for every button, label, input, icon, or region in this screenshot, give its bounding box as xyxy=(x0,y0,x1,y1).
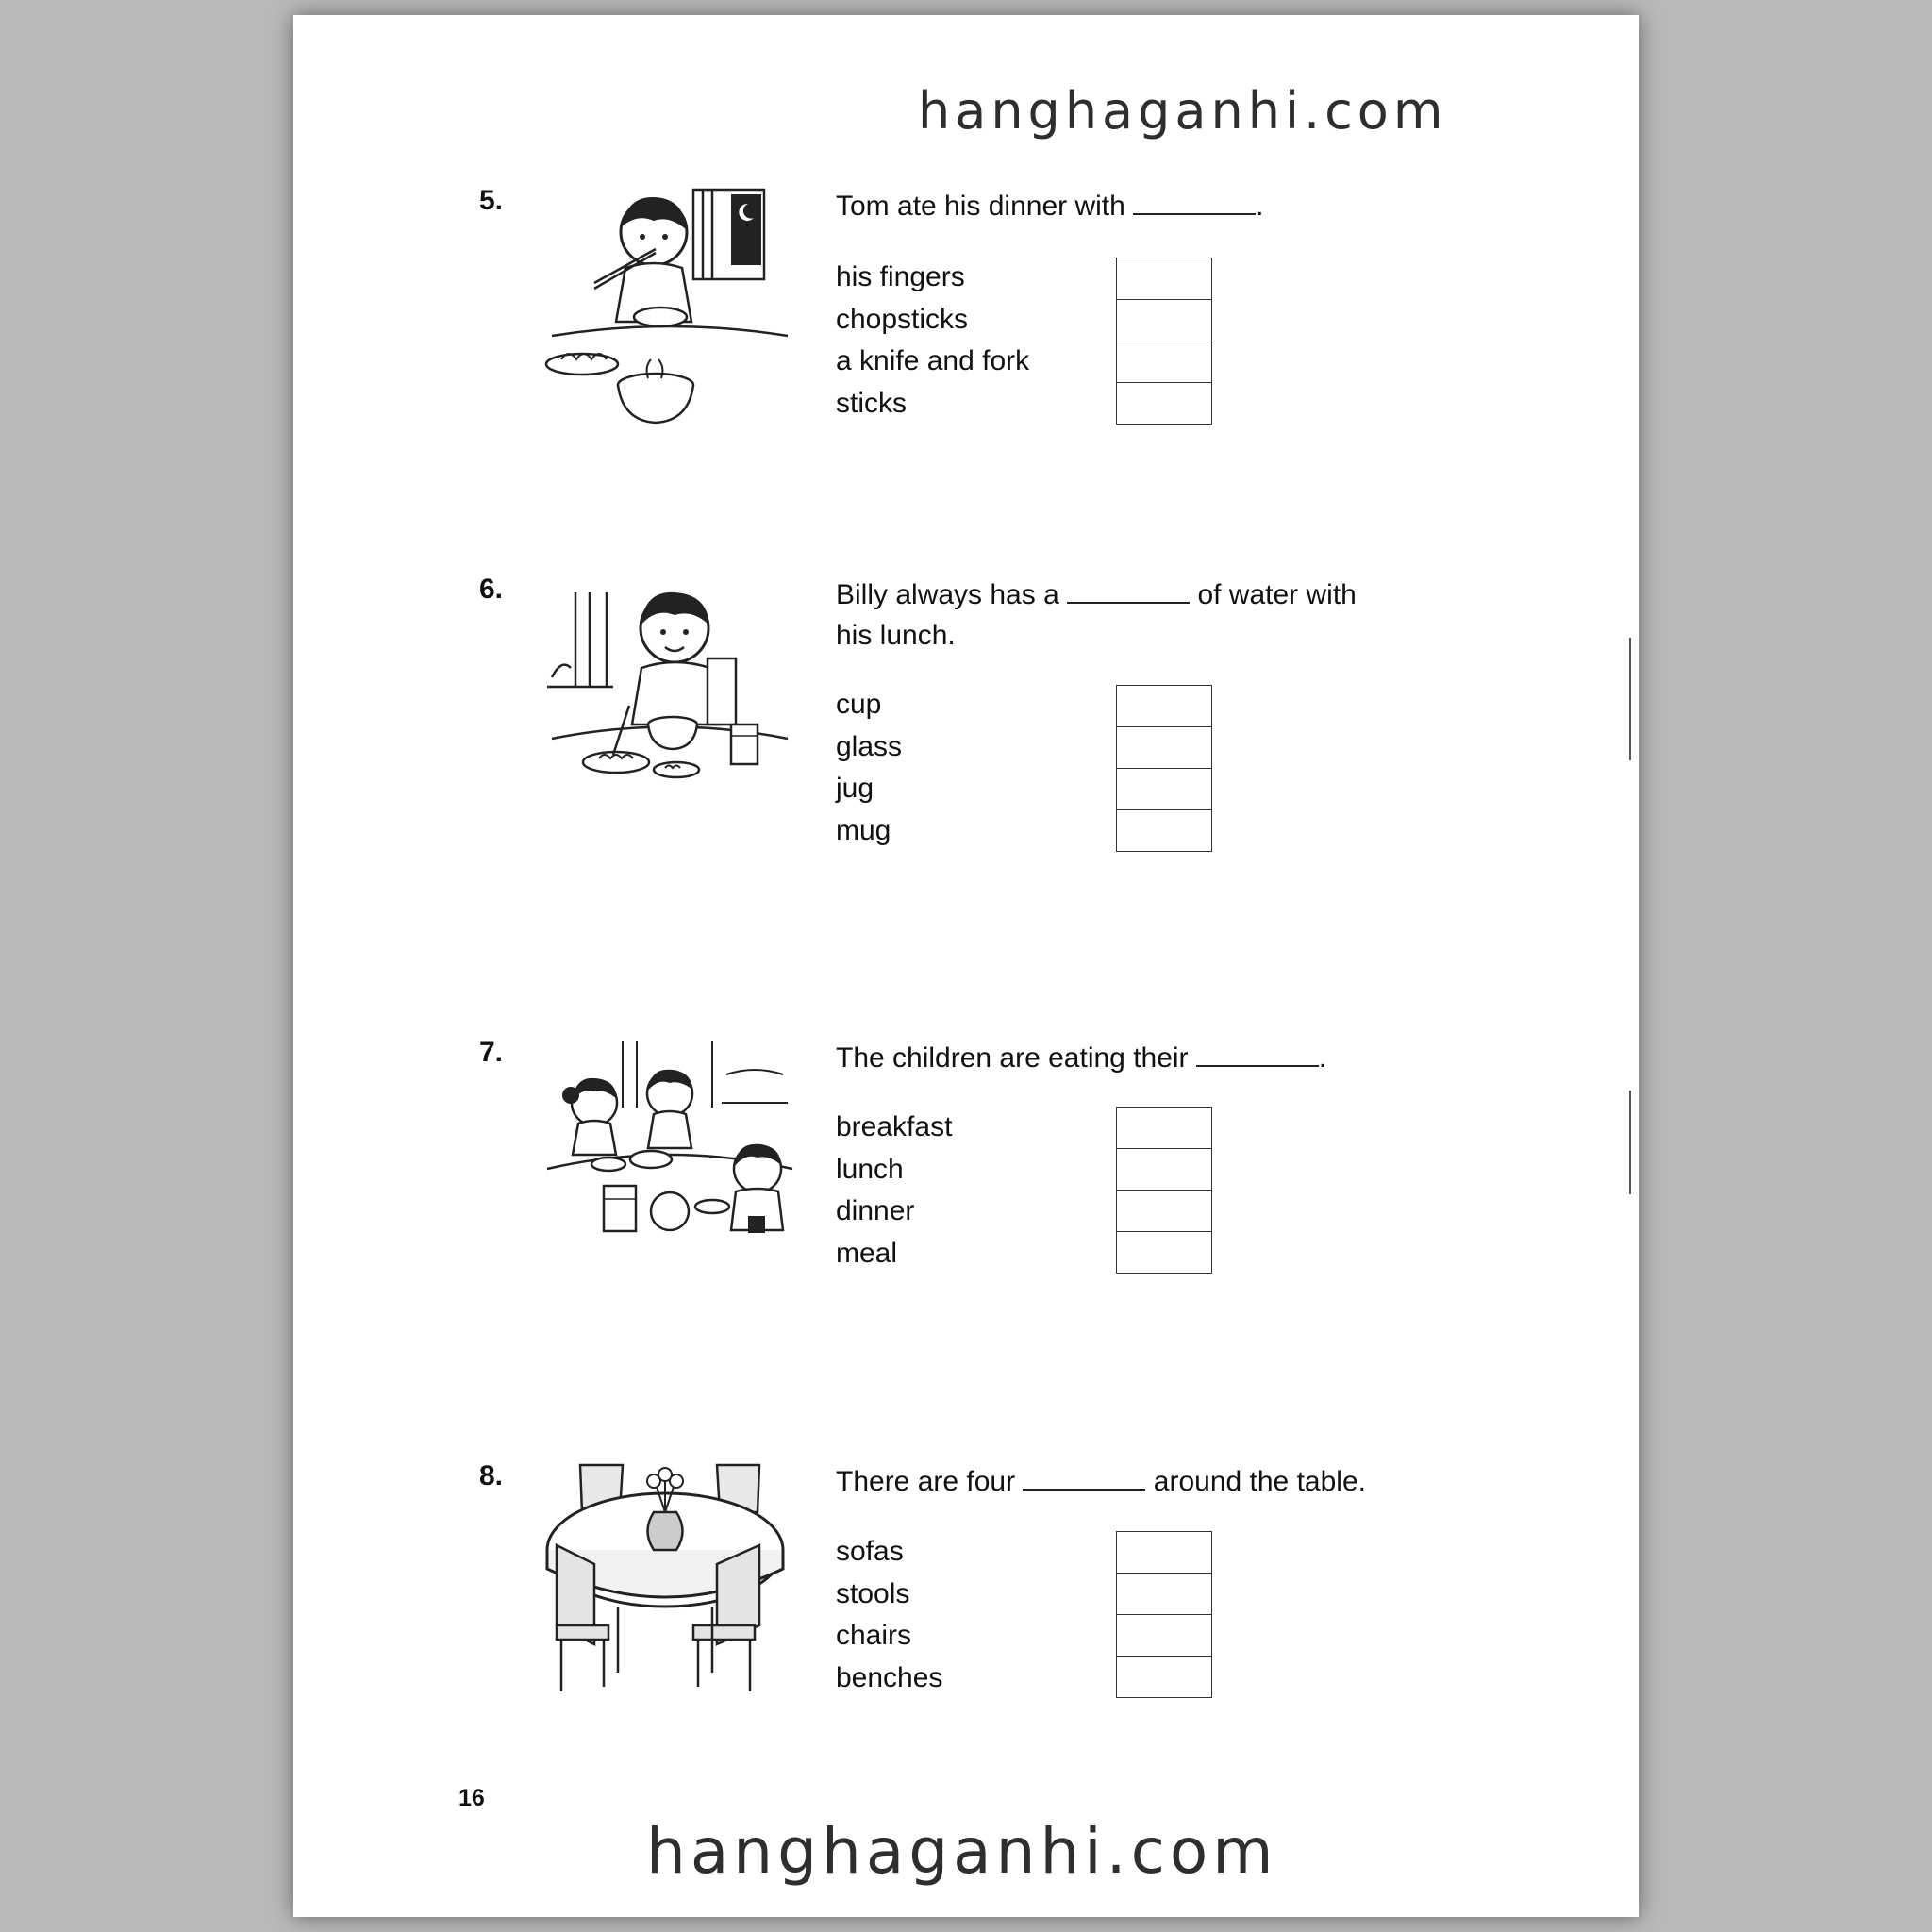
answer-checkbox[interactable] xyxy=(1117,258,1211,300)
answer-checkbox[interactable] xyxy=(1117,727,1211,769)
question-text-second-line: his lunch. xyxy=(836,620,956,651)
option-label: a knife and fork xyxy=(836,345,1030,376)
option-label: cup xyxy=(836,689,882,720)
answer-checkbox[interactable] xyxy=(1117,1149,1211,1191)
answer-checkbox[interactable] xyxy=(1117,1532,1211,1574)
answer-blank xyxy=(1196,1037,1319,1067)
answer-checkbox[interactable] xyxy=(1117,1657,1211,1697)
answer-boxes xyxy=(1116,1531,1212,1698)
option-label: chopsticks xyxy=(836,303,969,335)
option-label: chairs xyxy=(836,1620,912,1651)
question-text-before: Tom ate his dinner with xyxy=(836,191,1125,222)
answer-checkbox[interactable] xyxy=(1117,1574,1211,1615)
question-number: 6. xyxy=(479,574,504,605)
answer-checkbox[interactable] xyxy=(1117,1191,1211,1232)
watermark-bottom: hanghaganhi.com xyxy=(646,1815,1278,1888)
question-text xyxy=(836,1037,1326,1078)
answer-blank xyxy=(1023,1460,1145,1491)
question-text-before: The children are eating their xyxy=(836,1042,1189,1074)
question-text-after: . xyxy=(1318,1042,1327,1074)
page-number: 16 xyxy=(458,1785,485,1811)
answer-boxes xyxy=(1116,258,1212,425)
worksheet-page xyxy=(293,15,1639,1917)
option-list xyxy=(836,684,902,852)
answer-checkbox[interactable] xyxy=(1117,686,1211,727)
boy-eating-lunch-with-glass-icon xyxy=(542,574,797,828)
scan-edge-mark xyxy=(1629,638,1631,760)
answer-checkbox[interactable] xyxy=(1117,1232,1211,1273)
answer-checkbox[interactable] xyxy=(1117,1108,1211,1149)
option-list xyxy=(836,1531,942,1699)
option-label: lunch xyxy=(836,1153,904,1185)
question-text xyxy=(836,185,1264,226)
round-table-with-four-chairs-icon xyxy=(542,1460,797,1715)
answer-blank xyxy=(1133,185,1256,215)
boy-eating-with-chopsticks-at-night-icon xyxy=(542,185,797,440)
answer-checkbox[interactable] xyxy=(1117,300,1211,341)
option-list xyxy=(836,257,1029,425)
option-label: breakfast xyxy=(836,1111,953,1142)
question-number: 8. xyxy=(479,1460,504,1491)
answer-boxes xyxy=(1116,685,1212,852)
question-text-before: Billy always has a xyxy=(836,579,1059,610)
option-list xyxy=(836,1107,952,1274)
question-number: 5. xyxy=(479,185,504,216)
question-text-before: There are four xyxy=(836,1466,1016,1497)
answer-checkbox[interactable] xyxy=(1117,1615,1211,1657)
question-text xyxy=(836,1460,1366,1502)
option-label: benches xyxy=(836,1661,943,1693)
answer-checkbox[interactable] xyxy=(1117,810,1211,851)
answer-checkbox[interactable] xyxy=(1117,383,1211,424)
question-text-after: around the table. xyxy=(1153,1466,1366,1497)
question-text-after: . xyxy=(1256,191,1264,222)
children-eating-at-table-icon xyxy=(542,1037,797,1291)
option-label: his fingers xyxy=(836,261,965,292)
question-text-after: of water with xyxy=(1197,579,1357,610)
watermark-top: hanghaganhi.com xyxy=(918,81,1448,141)
answer-checkbox[interactable] xyxy=(1117,769,1211,810)
question-text xyxy=(836,574,1357,656)
answer-boxes xyxy=(1116,1107,1212,1274)
answer-blank xyxy=(1067,574,1190,604)
question-number: 7. xyxy=(479,1037,504,1068)
option-label: dinner xyxy=(836,1195,915,1226)
option-label: sticks xyxy=(836,387,907,419)
option-label: glass xyxy=(836,730,903,762)
answer-checkbox[interactable] xyxy=(1117,341,1211,383)
option-label: stools xyxy=(836,1577,910,1609)
option-label: sofas xyxy=(836,1536,904,1567)
option-label: mug xyxy=(836,814,891,846)
option-label: meal xyxy=(836,1237,898,1269)
scan-edge-mark xyxy=(1629,1091,1631,1194)
option-label: jug xyxy=(836,773,874,804)
